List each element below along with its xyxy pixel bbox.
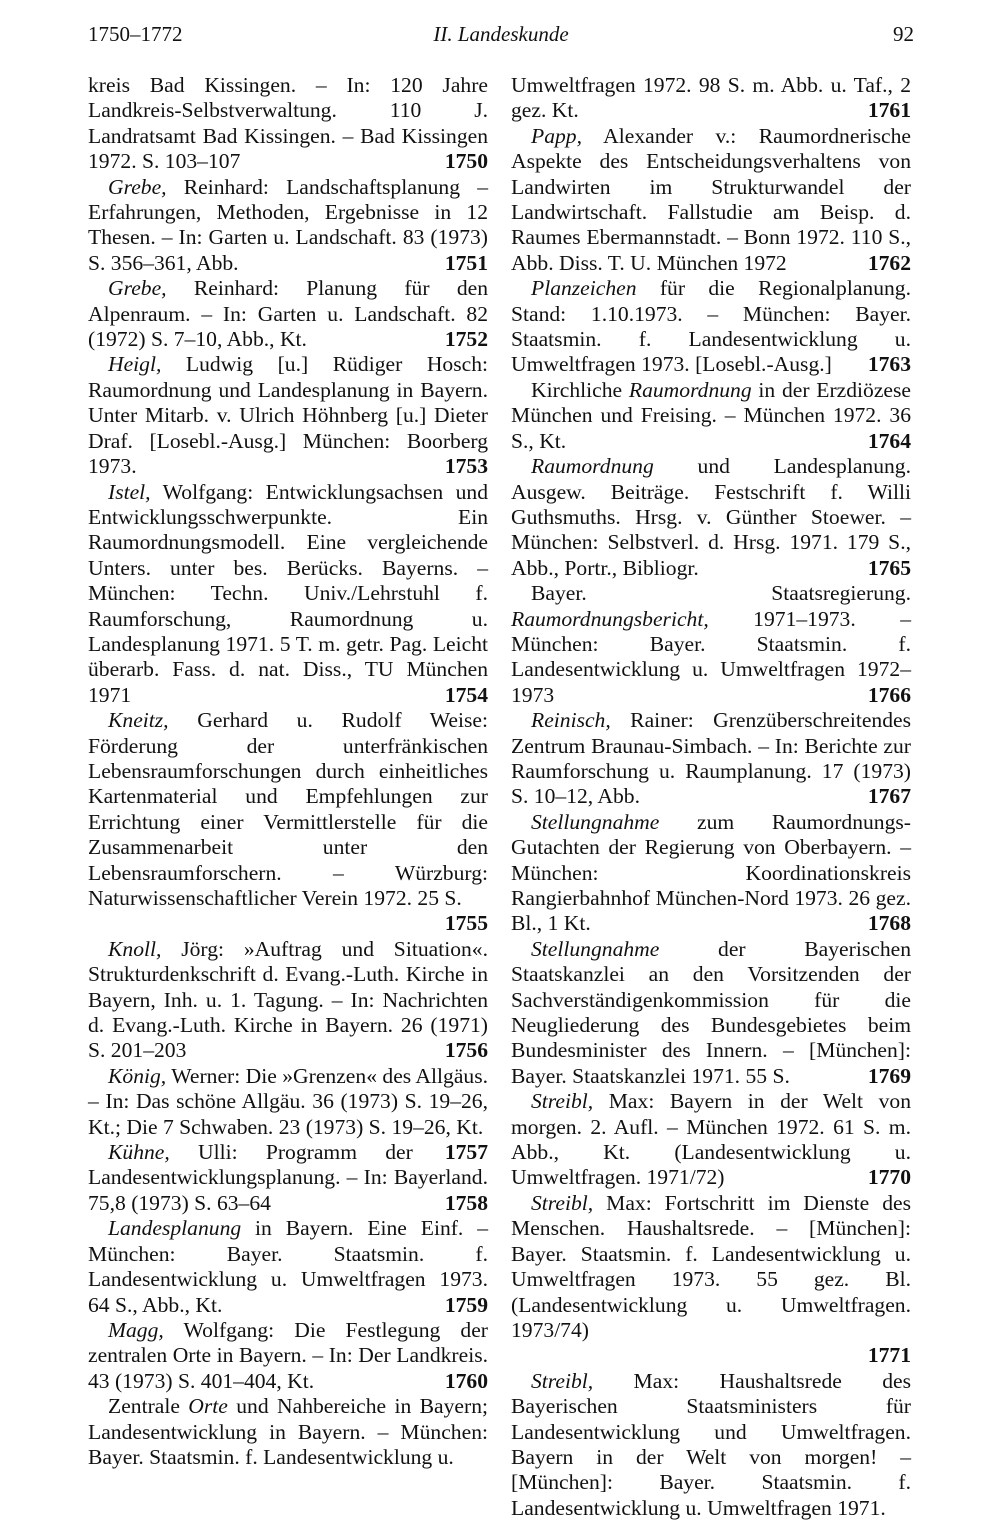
entry-number: 1757 — [444, 1140, 488, 1165]
entry-number: 1759 — [444, 1292, 488, 1317]
bibliography-entry — [88, 73, 488, 175]
entry-number: 1754 — [444, 682, 488, 707]
entry-text: kreis Bad Kissingen. – In: 120 Jahre Landkreis-Selbstverwaltung. 110 J. Landratsamt Bad Kissingen. – Bad Kissingen 1972. S. 103–107 — [88, 73, 488, 174]
entry-number: 1761 — [867, 98, 911, 123]
entry-number: 1770 — [867, 1165, 911, 1190]
entry-italic-text: Grebe, — [108, 174, 167, 199]
entry-number: 1752 — [444, 327, 488, 352]
left-column — [88, 73, 488, 1470]
entry-text: für die Regionalplanung. Stand: 1.10.1973. – München: Bayer. Staatsmin. f. Landesentwicklung u. Umweltfragen 1973. [Losebl.-Ausg.] — [511, 276, 911, 377]
entry-italic-text: Planzeichen — [531, 276, 637, 301]
entry-text: zum Raumordnungs-Gutachten der Regierung von Oberbayern. – München: Koordinationskreis Rangierbahnhof München-Nord 1973. 26 gez. Bl., 1 Kt. — [511, 809, 911, 936]
bibliography-entry — [88, 175, 488, 277]
entry-text: Gerhard u. Rudolf Weise: Förderung der unterfränkischen Lebensraumforschungen durch einheitliches Kartenmaterial und Empfehlungen zur Errichtung einer Vermittlerstelle für die Zusammenarbeit unter den Lebensraumforschern. – Würzburg: Naturwissenschaftlicher Verein 1972. 25 S. — [88, 708, 488, 910]
bibliography-entry — [511, 276, 911, 378]
entry-text: Wolfgang: Die Festlegung der zentralen Orte in Bayern. – In: Der Landkreis. 43 (1973) S. 401–404, Kt. — [88, 1317, 488, 1393]
running-header — [88, 22, 914, 56]
entry-text: Reinhard: Landschaftsplanung – Erfahrungen, Methoden, Ergebnisse in 12 Thesen. – In: Garten u. Landschaft. 83 (1973) S. 356–361, Abb. — [88, 174, 488, 275]
entry-italic-text: Raumordnungsbericht, — [511, 606, 709, 631]
entry-text: Max: Fortschritt im Dienste des Menschen. Haushaltsrede. – [München]: Bayer. Staatsmin. f. Landesentwicklung u. Umweltfragen 1973. 55 gez. Bl. (Landesentwicklung u. Umweltfragen. 1973/74) — [511, 1190, 911, 1342]
entry-text: Ludwig [u.] Rüdiger Hosch: Raumordnung und Landesplanung in Bayern. Unter Mitarb. v. Ulrich Höhnberg [u.] Dieter Draf. [Losebl.-Ausg.] München: Boorberg 1973. — [88, 352, 488, 479]
entry-italic-text: Orte — [188, 1394, 228, 1419]
entry-italic-text: Streibl, — [531, 1190, 594, 1215]
entry-text: Alexander v.: Raumordnerische Aspekte des Entscheidungsverhaltens von Landwirten im Strukturwandel der Landwirtschaft. Fallstudie am Beisp. d. Raumes Ebermannstadt. – Bonn 1972. 110 S., Abb. Diss. T. U. München 1972 — [511, 123, 911, 275]
bibliography-entry — [88, 1318, 488, 1394]
entry-number: 1753 — [444, 454, 488, 479]
bibliography-entry — [88, 276, 488, 352]
entry-italic-text: König, — [108, 1063, 167, 1088]
entry-text: in Bayern. Eine Einf. – München: Bayer. Staatsmin. f. Landesentwicklung u. Umweltfragen 1973. 64 S., Abb., Kt. — [88, 1216, 488, 1317]
entry-number: 1755 — [444, 911, 488, 936]
entry-number: 1756 — [444, 1038, 488, 1063]
section-title: II. Landeskunde — [433, 22, 569, 46]
entry-number: 1758 — [444, 1190, 488, 1215]
entry-number: 1751 — [444, 250, 488, 275]
bibliography-entry — [88, 708, 488, 937]
entry-italic-text: Stellungnahme — [531, 936, 660, 961]
bibliography-entry — [88, 480, 488, 709]
entry-italic-text: Kneitz, — [108, 708, 169, 733]
bibliography-entry — [511, 581, 911, 708]
entry-text: in der Erzdiözese München und Freising. – München 1972. 36 S., Kt. — [511, 377, 912, 453]
entry-text: Ulli: Programm der Landesentwicklungsplanung. – In: Bayerland. 75,8 (1973) S. 63–64 — [88, 1140, 488, 1215]
entry-italic-text: Grebe, — [108, 276, 167, 301]
entry-number: 1763 — [867, 352, 911, 377]
bibliography-entry — [511, 378, 911, 454]
entry-text: Wolfgang: Entwicklungsachsen und Entwicklungsschwerpunkte. Ein Raumordnungsmodell. Eine vergleichende Unters. unter bes. Berücks. Bayerns. – München: Techn. Univ./Lehrstuhl f. Raumforschung, Raumordnung u. Landesplanung 1971. 5 T. m. getr. Pag. Leicht überarb. Fass. d. nat. Diss., TU München 1971 — [88, 479, 488, 707]
entry-text: Werner: Die »Grenzen« des Allgäus. – In: Das schöne Allgäu. 36 (1973) S. 19–26, Kt.; Die 7 Schwaben. 23 (1973) S. 19–26, Kt. — [88, 1063, 488, 1139]
bibliography-entry — [511, 124, 911, 276]
entry-number: 1769 — [867, 1063, 911, 1088]
entry-italic-text: Istel, — [108, 479, 151, 504]
entry-text: Zentrale — [108, 1394, 189, 1419]
entry-text: und Nahbereiche in Bayern; Landesentwicklung in Bayern. – München: Bayer. Staatsmin. f. Landesentwicklung u. — [88, 1394, 488, 1469]
entry-text: Umweltfragen 1972. 98 S. m. Abb. u. Taf., 2 gez. Kt. — [511, 73, 911, 123]
entry-range: 1750–1772 — [88, 22, 183, 46]
entry-italic-text: Heigl, — [108, 352, 162, 377]
entry-text: 1971–1973. – München: Bayer. Staatsmin. f. Landesentwicklung u. Umweltfragen 1972–1973 — [511, 606, 911, 707]
bibliography-entry — [511, 1191, 911, 1369]
bibliography-entry — [88, 352, 488, 479]
bibliography-entry — [511, 1089, 911, 1191]
entry-italic-text: Raumordnung — [531, 454, 654, 479]
entry-text: Reinhard: Planung für den Alpenraum. – In: Garten u. Landschaft. 82 (1972) S. 7–10, Abb., Kt. — [88, 276, 488, 352]
entry-number: 1762 — [867, 250, 911, 275]
entry-italic-text: Papp, — [531, 123, 582, 148]
bibliography-entry — [511, 1369, 911, 1521]
entry-number: 1767 — [867, 784, 911, 809]
bibliography-entry — [511, 810, 911, 937]
page-number: 92 — [893, 22, 914, 46]
right-column — [511, 73, 911, 1521]
entry-text: Kirchliche — [531, 377, 629, 402]
entry-number: 1765 — [867, 555, 911, 580]
entry-text: und Landesplanung. Ausgew. Beiträge. Festschrift f. Willi Guthsmuths. Hrsg. v. Günther Stoewer. – München: Selbstverl. d. Hrsg. 1971. 179 S., Abb., Portr., Bibliogr. — [511, 454, 911, 580]
entry-italic-text: Landesplanung — [108, 1216, 242, 1241]
entry-number: 1766 — [867, 682, 911, 707]
entry-italic-text: Stellungnahme — [531, 809, 660, 834]
entry-italic-text: Knoll, — [108, 936, 162, 961]
entry-italic-text: Kühne, — [108, 1140, 170, 1165]
entry-italic-text: Reinisch, — [531, 708, 611, 733]
entry-number: 1750 — [444, 149, 488, 174]
bibliography-entry — [88, 1216, 488, 1318]
entry-number: 1771 — [867, 1343, 911, 1368]
entry-text: Max: Bayern in der Welt von morgen. 2. Aufl. – München 1972. 61 S. m. Abb., Kt. (Landesentwicklung u. Umweltfragen. 1971/72) — [511, 1089, 911, 1190]
bibliography-entry — [88, 937, 488, 1064]
entry-italic-text: Streibl, — [531, 1368, 594, 1393]
entry-text: Jörg: »Auftrag und Situation«. Strukturdenkschrift d. Evang.-Luth. Kirche in Bayern, Inh. u. 1. Tagung. – In: Nachrichten d. Evang.-Luth. Kirche in Bayern. 26 (1971) S. 201–203 — [88, 936, 488, 1063]
entry-text: der Bayerischen Staatskanzlei an den Vorsitzenden der Sachverständigenkommission für die Neugliederung des Bundesgebietes beim Bundesminister des Innern. – [München]: Bayer. Staatskanzlei 1971. 55 S. — [511, 936, 911, 1088]
entry-text: Rainer: Grenzüberschreitendes Zentrum Braunau-Simbach. – In: Berichte zur Raumforschung u. Raumplanung. 17 (1973) S. 10–12, Abb. — [511, 708, 911, 809]
entry-italic-text: Magg, — [108, 1317, 164, 1342]
entry-text: Max: Haushaltsrede des Bayerischen Staatsministers für Landesentwicklung und Umweltfragen. Bayern in der Welt von morgen! – [München]: Bayer. Staatsmin. f. Landesentwicklung u. Umweltfragen 1971. — [511, 1368, 911, 1520]
bibliography-entry — [88, 1394, 488, 1470]
bibliography-entry — [511, 73, 911, 124]
entry-italic-text: Streibl, — [531, 1089, 594, 1114]
entry-number: 1764 — [867, 428, 911, 453]
bibliography-entry — [511, 454, 911, 581]
entry-number: 1760 — [444, 1368, 488, 1393]
entry-italic-text: Raumordnung — [628, 377, 752, 402]
bibliography-entry — [511, 708, 911, 810]
entry-number: 1768 — [867, 911, 911, 936]
bibliography-entry — [511, 937, 911, 1089]
entry-text: Bayer. Staatsregierung. — [531, 581, 911, 606]
